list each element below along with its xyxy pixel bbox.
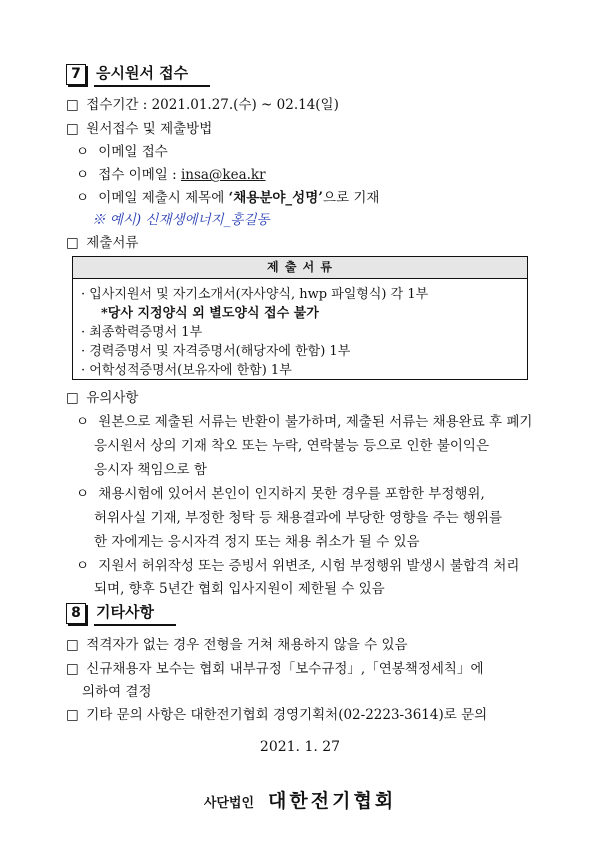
method-item-text: 접수 이메일 : <box>98 167 181 183</box>
etc-text: 적격자가 없는 경우 전형을 거쳐 채용하지 않을 수 있음 <box>86 637 408 653</box>
table-row-note: *당사 지정양식 외 별도양식 접수 불가 <box>101 306 319 321</box>
circle-bullet-icon: ㅇ <box>76 144 90 160</box>
etc-text: 기타 문의 사항은 대한전기협회 경영기획처(02-2223-3614)로 문의 <box>86 707 488 723</box>
method-item <box>76 163 266 183</box>
org-prefix: 사단법인 <box>203 796 255 811</box>
square-bullet-icon: □ <box>66 390 79 406</box>
subject-suffix: 으로 기재 <box>322 190 380 206</box>
document-date: 2021. 1. 27 <box>259 739 341 755</box>
table-header: 제 출 서 류 <box>73 257 527 279</box>
documents-table <box>72 256 528 380</box>
table-row: · 입사지원서 및 자기소개서(자사양식, hwp 파일형식) 각 1부 <box>81 287 429 302</box>
circle-bullet-icon: ㅇ <box>76 486 90 502</box>
note-text: 허위사실 기재, 부정한 청탁 등 채용결과에 부당한 영향을 주는 행위를 <box>94 510 503 526</box>
note-item <box>76 554 519 574</box>
square-bullet-icon: □ <box>66 661 79 677</box>
note-text: 되며, 향후 5년간 협회 입사지원이 제한될 수 있음 <box>94 581 385 597</box>
etc-item <box>66 633 408 653</box>
method-text: 원서접수 및 제출방법 <box>86 121 213 137</box>
note-text: 채용시험에 있어서 본인이 인지하지 못한 경우를 포함한 부정행위, <box>98 486 485 502</box>
note-text: 지원서 허위작성 또는 증빙서 위변조, 시험 부정행위 발생시 불합격 처리 <box>98 558 520 574</box>
note-text: 응시원서 상의 기재 착오 또는 누락, 연락불능 등으로 인한 불이익은 <box>94 438 490 454</box>
etc-item <box>66 657 484 677</box>
section-title: 응시원서 접수 <box>94 62 210 87</box>
example-note: ※ 예시) 신재생에너지_홍길동 <box>92 212 270 228</box>
etc-item <box>66 703 487 723</box>
organization-signature <box>0 786 600 813</box>
circle-bullet-icon: ㅇ <box>76 190 90 206</box>
note-item <box>76 482 485 502</box>
method-item <box>76 186 379 206</box>
etc-text: 의하여 결정 <box>82 684 152 700</box>
square-bullet-icon: □ <box>66 121 79 137</box>
subject-format: ‘채용분야_성명’ <box>228 190 323 206</box>
note-text: 응시자 책임으로 함 <box>94 462 207 478</box>
section-number-box: 7 <box>66 64 86 85</box>
square-bullet-icon: □ <box>66 707 79 723</box>
notes-text: 유의사항 <box>86 390 139 406</box>
notes-line <box>66 386 138 406</box>
period-text: 접수기간 : 2021.01.27.(수) ~ 02.14(일) <box>86 97 339 113</box>
method-item-text: 이메일 제출시 제목에 <box>98 190 229 206</box>
circle-bullet-icon: ㅇ <box>76 414 90 430</box>
period-line <box>66 93 339 113</box>
method-item <box>76 140 168 160</box>
note-text: 한 자에게는 응시자격 정지 또는 채용 취소가 될 수 있음 <box>94 534 420 550</box>
email-link[interactable]: insa@kea.kr <box>180 167 266 183</box>
section-title: 기타사항 <box>94 601 176 626</box>
docs-line <box>66 231 138 251</box>
note-text: 원본으로 제출된 서류는 반환이 불가하며, 제출된 서류는 채용완료 후 폐기 <box>98 414 533 430</box>
etc-text: 신규채용자 보수는 협회 내부규정「보수규정」,「연봉책정세칙」에 <box>86 661 484 677</box>
square-bullet-icon: □ <box>66 235 79 251</box>
table-row: · 경력증명서 및 자격증명서(해당자에 한함) 1부 <box>81 344 351 359</box>
docs-text: 제출서류 <box>86 235 139 251</box>
note-item <box>76 410 532 430</box>
circle-bullet-icon: ㅇ <box>76 558 90 574</box>
circle-bullet-icon: ㅇ <box>76 167 90 183</box>
section-8-header <box>66 601 176 626</box>
org-name: 대한전기협회 <box>268 790 397 812</box>
square-bullet-icon: □ <box>66 637 79 653</box>
table-row: · 최종학력증명서 1부 <box>81 325 203 340</box>
section-7-header <box>66 62 210 87</box>
table-row: · 어학성적증명서(보유자에 한함) 1부 <box>81 363 292 378</box>
square-bullet-icon: □ <box>66 97 79 113</box>
method-line <box>66 117 212 137</box>
method-item-text: 이메일 접수 <box>98 144 168 160</box>
section-number-box: 8 <box>66 603 86 624</box>
